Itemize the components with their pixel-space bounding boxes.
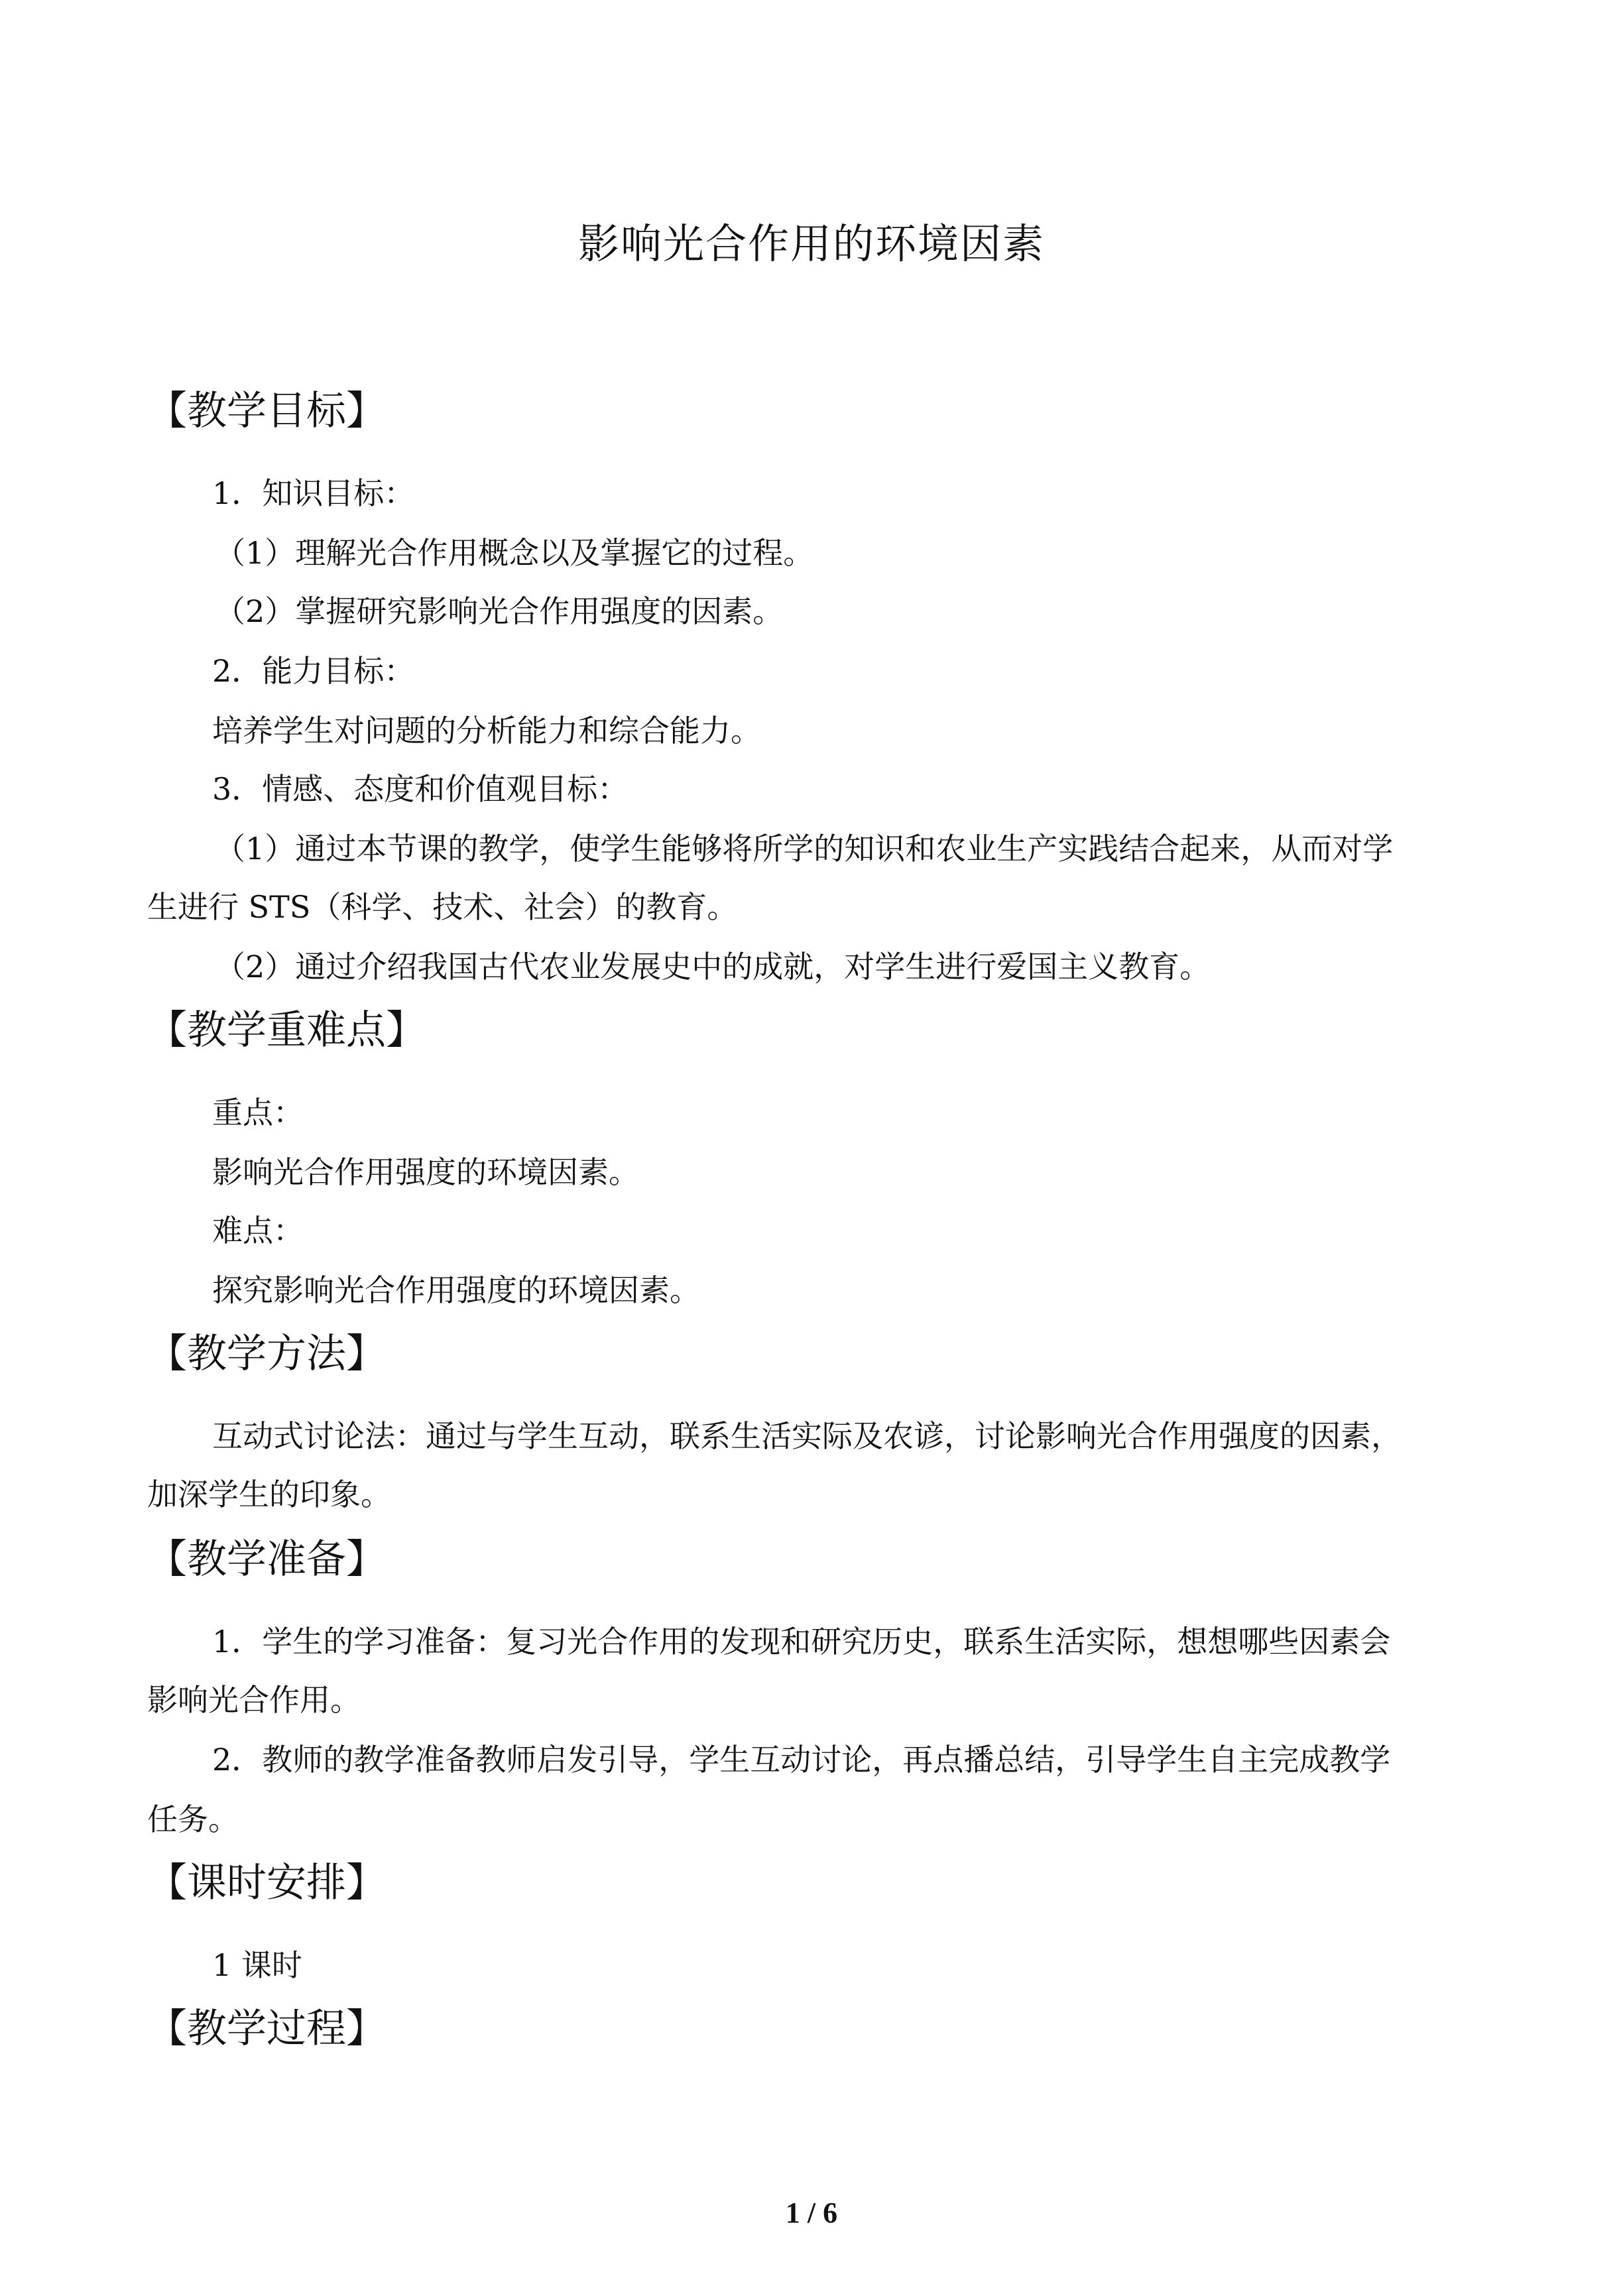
section-heading-preparation: 【教学准备】 <box>147 1536 386 1583</box>
method-line: 互动式讨论法：通过与学生互动，联系生活实际及农谚，讨论影响光合作用强度的因素， <box>212 1418 1402 1454</box>
key-point-line: 难点： <box>212 1213 304 1248</box>
objective-line: （1）理解光合作用概念以及掌握它的过程。 <box>215 535 814 571</box>
key-point-line: 影响光合作用强度的环境因素。 <box>212 1154 639 1190</box>
method-line: 加深学生的印象。 <box>147 1477 391 1512</box>
preparation-line: 2．教师的教学准备教师启发引导，学生互动讨论，再点播总结，引导学生自主完成教学 <box>212 1742 1391 1778</box>
key-point-line: 重点： <box>212 1095 304 1130</box>
preparation-line: 任务。 <box>147 1801 239 1837</box>
section-heading-key-points: 【教学重难点】 <box>147 1007 426 1054</box>
schedule-line: 1 课时 <box>212 1947 302 1983</box>
section-heading-methods: 【教学方法】 <box>147 1331 386 1377</box>
section-heading-schedule: 【课时安排】 <box>147 1860 386 1906</box>
section-heading-process: 【教学过程】 <box>147 2006 386 2052</box>
objective-line: 3．情感、态度和价值观目标： <box>212 771 629 807</box>
preparation-line: 影响光合作用。 <box>147 1682 361 1718</box>
objective-line: 培养学生对问题的分析能力和综合能力。 <box>212 713 761 749</box>
objective-line: 2．能力目标： <box>212 653 415 689</box>
preparation-line: 1．学生的学习准备：复习光合作用的发现和研究历史，联系生活实际，想想哪些因素会 <box>212 1624 1391 1660</box>
section-heading-objectives: 【教学目标】 <box>147 388 386 434</box>
objective-line: （2）掌握研究影响光合作用强度的因素。 <box>215 593 784 629</box>
objective-line: （1）通过本节课的教学，使学生能够将所学的知识和农业生产实践结合起来，从而对学 <box>215 831 1394 867</box>
objective-line: 1．知识目标： <box>212 475 415 511</box>
page-number: 1 / 6 <box>785 2197 838 2229</box>
key-point-line: 探究影响光合作用强度的环境因素。 <box>212 1272 700 1308</box>
objective-line: （2）通过介绍我国古代农业发展史中的成就，对学生进行爱国主义教育。 <box>215 949 1211 985</box>
objective-line: 生进行 STS（科学、技术、社会）的教育。 <box>147 889 738 925</box>
page-title: 影响光合作用的环境因素 <box>577 219 1045 268</box>
